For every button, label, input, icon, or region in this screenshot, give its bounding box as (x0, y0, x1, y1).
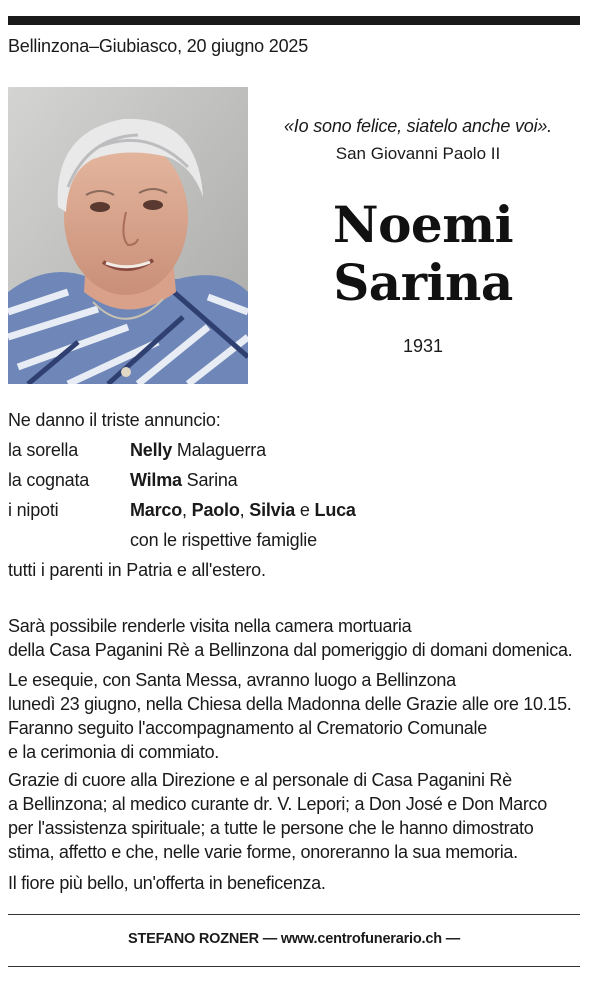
announcement-closing: tutti i parenti in Patria e all'estero. (8, 560, 266, 580)
notice-paragraph (8, 768, 588, 864)
relative-name: Silvia (249, 500, 296, 520)
relative-name: Wilma (130, 470, 182, 490)
relative-row (8, 465, 356, 495)
paragraph-line: a Bellinzona; al medico curante dr. V. Lepori; a Don José e Don Marco (8, 794, 547, 814)
relative-name-text: Sarina (181, 470, 238, 490)
relative-name: Marco (130, 500, 183, 520)
place-date: Bellinzona–Giubiasco, 20 giugno 2025 (8, 36, 309, 56)
paragraph-line: Grazie di cuore alla Direzione e al personale di Casa Paganini Rè (8, 770, 512, 790)
relative-role: i nipoti (8, 500, 59, 520)
relative-role: la sorella (8, 440, 79, 460)
portrait-photo (8, 87, 248, 384)
relative-name-text: , (239, 500, 250, 520)
top-rule (8, 16, 580, 25)
paragraph-line: Sarà possibile renderle visita nella camera mortuaria (8, 616, 412, 636)
paragraph-line: per l'assistenza spirituale; a tutte le persone che le hanno dimostrato (8, 818, 534, 838)
relative-names (130, 465, 238, 495)
relative-row (8, 495, 356, 525)
paragraph-line: Faranno seguito l'accompagnamento al Crematorio Comunale (8, 718, 487, 738)
notice-paragraph (8, 871, 588, 895)
paragraph-line: della Casa Paganini Rè a Bellinzona dal pomeriggio di domani domenica. (8, 640, 573, 660)
relative-row (8, 525, 356, 555)
footer-rule-top (8, 914, 580, 915)
funeral-home-credit: STEFANO ROZNER — www.centrofunerario.ch — (127, 931, 461, 947)
relative-name: Paolo (191, 500, 240, 520)
relative-names (130, 525, 317, 555)
paragraph-line: lunedì 23 giugno, nella Chiesa della Madonna delle Grazie alle ore 10.15. (8, 694, 572, 714)
deceased-first-name: Noemi (332, 195, 514, 254)
announcement-intro: Ne danno il triste annuncio: (8, 410, 221, 430)
paragraph-line: e la cerimonia di commiato. (8, 742, 219, 762)
quote-text: «Io sono felice, siatelo anche voi». (284, 116, 552, 136)
birth-year: 1931 (402, 336, 444, 356)
deceased-last-name: Sarina (333, 253, 513, 312)
paragraph-line: Il fiore più bello, un'offerta in beneficenza. (8, 873, 326, 893)
relative-name-text: e (295, 500, 315, 520)
relative-name-text: con le rispettive famiglie (130, 530, 317, 550)
deceased-name (268, 196, 578, 312)
quote-block (268, 116, 568, 164)
footer-rule-bottom (8, 966, 580, 967)
relative-role (8, 525, 130, 555)
relative-name: Luca (314, 500, 356, 520)
notice-paragraph (8, 614, 588, 662)
relative-names (130, 435, 266, 465)
relative-name-text: Malaguerra (172, 440, 266, 460)
relative-name: Nelly (130, 440, 173, 460)
relative-row (8, 435, 356, 465)
notice-paragraph (8, 668, 588, 764)
announcement (8, 405, 356, 585)
relative-role: la cognata (8, 470, 90, 490)
relative-name-text: , (182, 500, 192, 520)
paragraph-line: Le esequie, con Santa Messa, avranno luogo a Bellinzona (8, 670, 456, 690)
quote-author: San Giovanni Paolo II (335, 144, 501, 163)
paragraph-line: stima, affetto e che, nelle varie forme, onoreranno la sua memoria. (8, 842, 518, 862)
relatives-list (8, 435, 356, 555)
relative-names (130, 495, 356, 525)
